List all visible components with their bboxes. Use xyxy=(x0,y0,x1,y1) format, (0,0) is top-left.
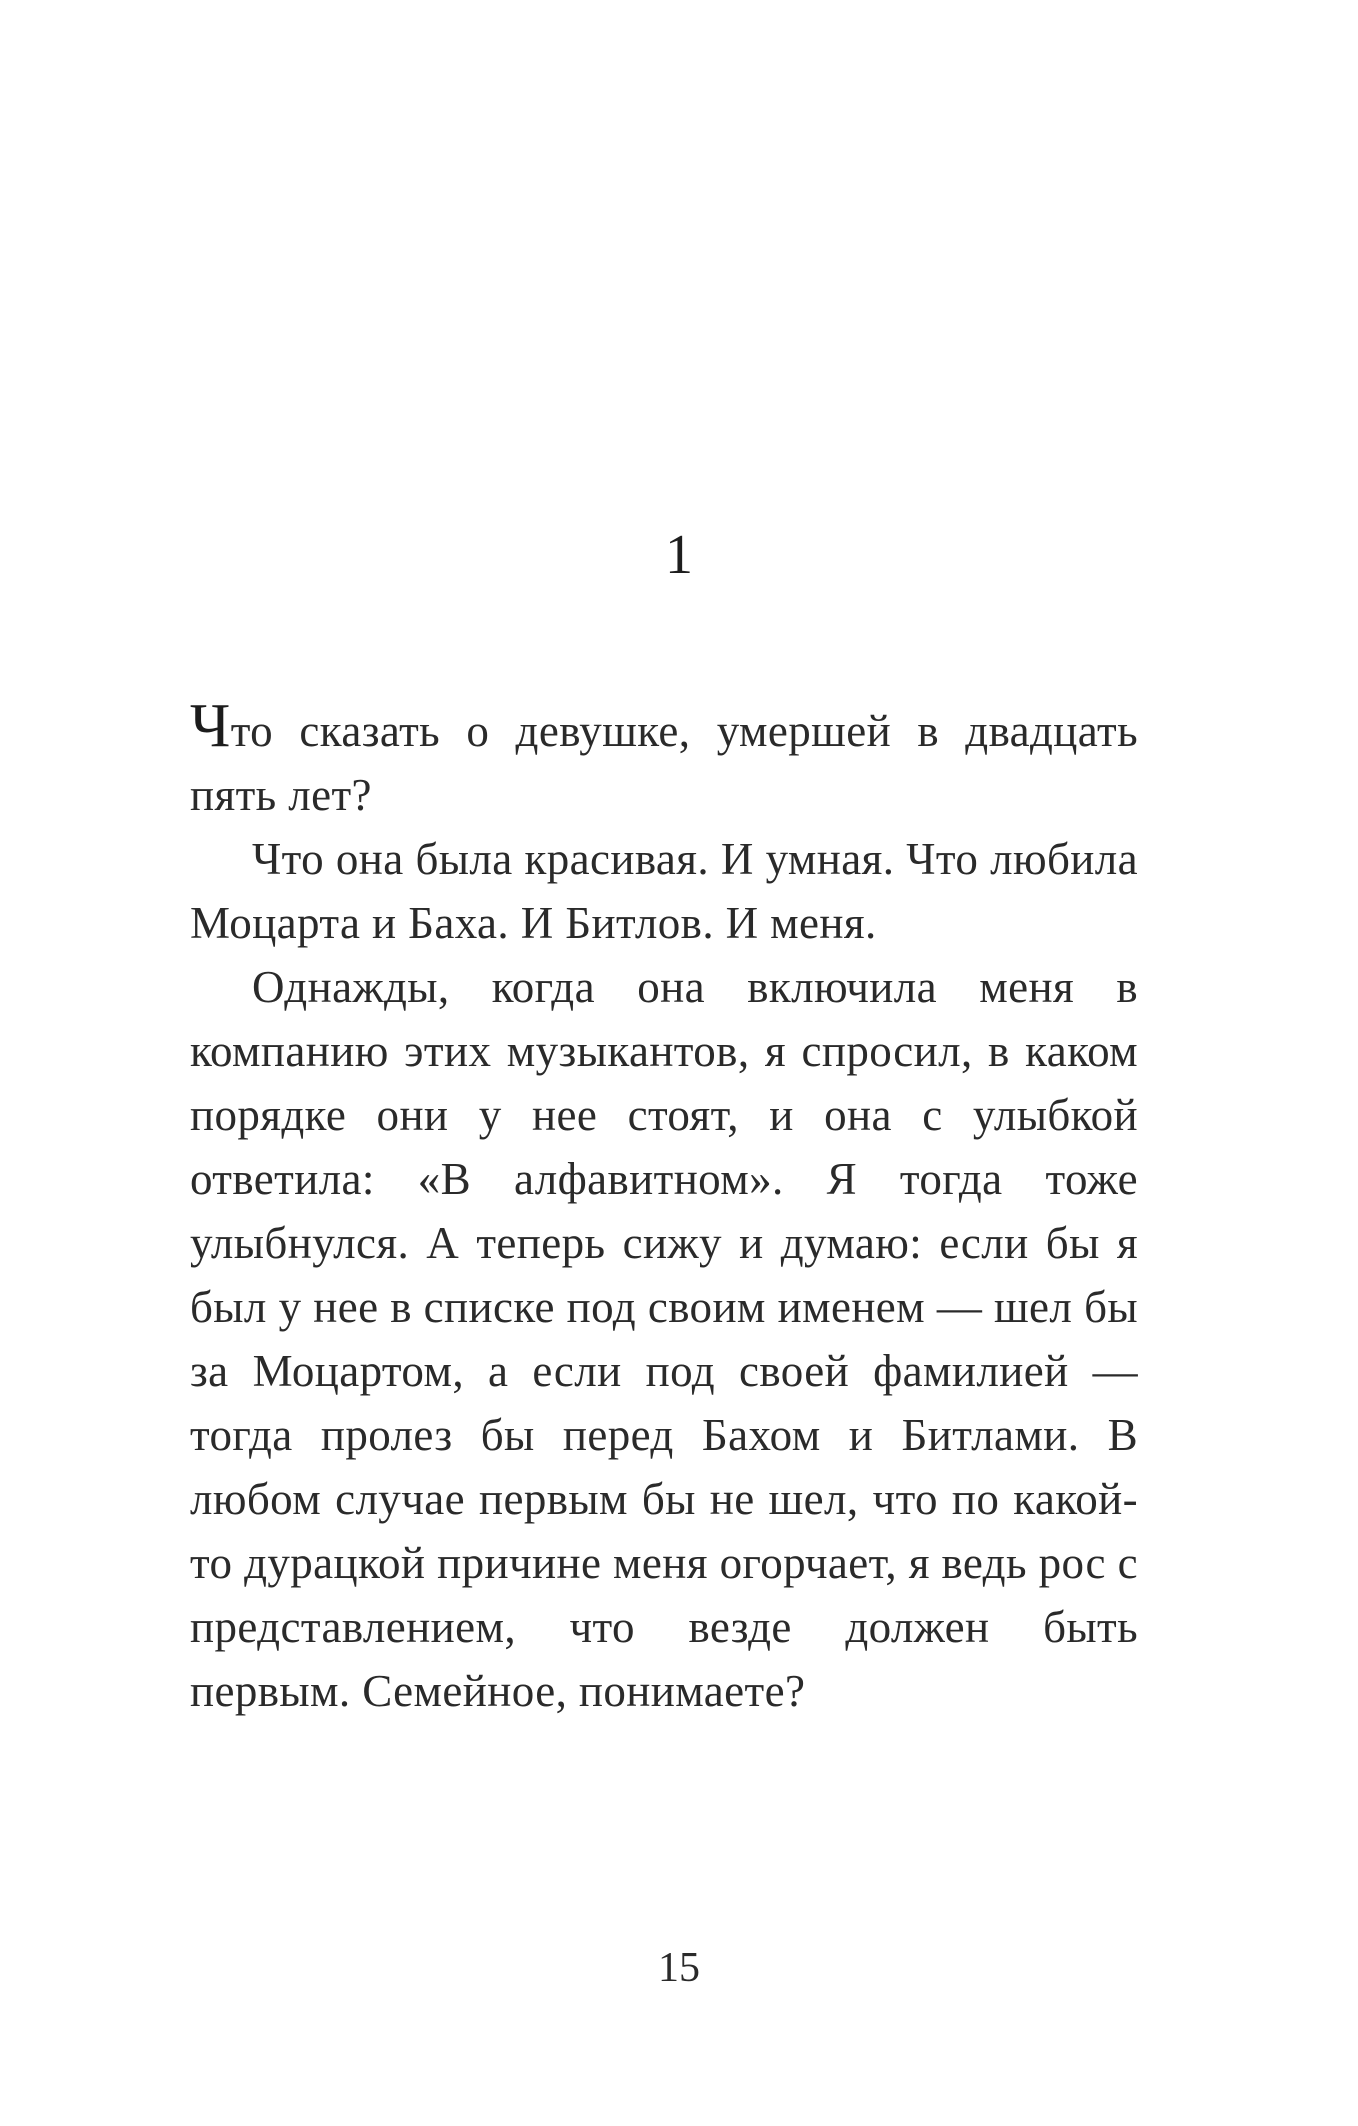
drop-cap-initial: Ч xyxy=(190,692,231,760)
body-text xyxy=(190,692,1138,1723)
paragraph-1-text: то сказать о девушке, умершей в двадцать пять лет? xyxy=(190,706,1138,820)
paragraph-1 xyxy=(190,692,1138,827)
paragraph-2: Что она была красивая. И умная. Что любила Моцарта и Баха. И Битлов. И меня. xyxy=(190,834,1138,948)
chapter-number: 1 xyxy=(665,524,693,586)
paragraph-3: Однажды, когда она включила меня в компанию этих музыкантов, я спросил, в каком порядке они у нее стоят, и она с улыбкой ответила: «В алфавитном». Я тогда тоже улыбнулся. А теперь сижу и думаю: если бы я был у нее в списке под своим именем — шел бы за Моцартом, а если под своей фамилией — тогда пролез бы перед Бахом и Битлами. В любом случае первым бы не шел, что по какой-то дурацкой причине меня огорчает, я ведь рос с представлением, что везде должен быть первым. Семейное, понимаете? xyxy=(190,962,1138,1716)
page-number: 15 xyxy=(658,1945,700,1991)
